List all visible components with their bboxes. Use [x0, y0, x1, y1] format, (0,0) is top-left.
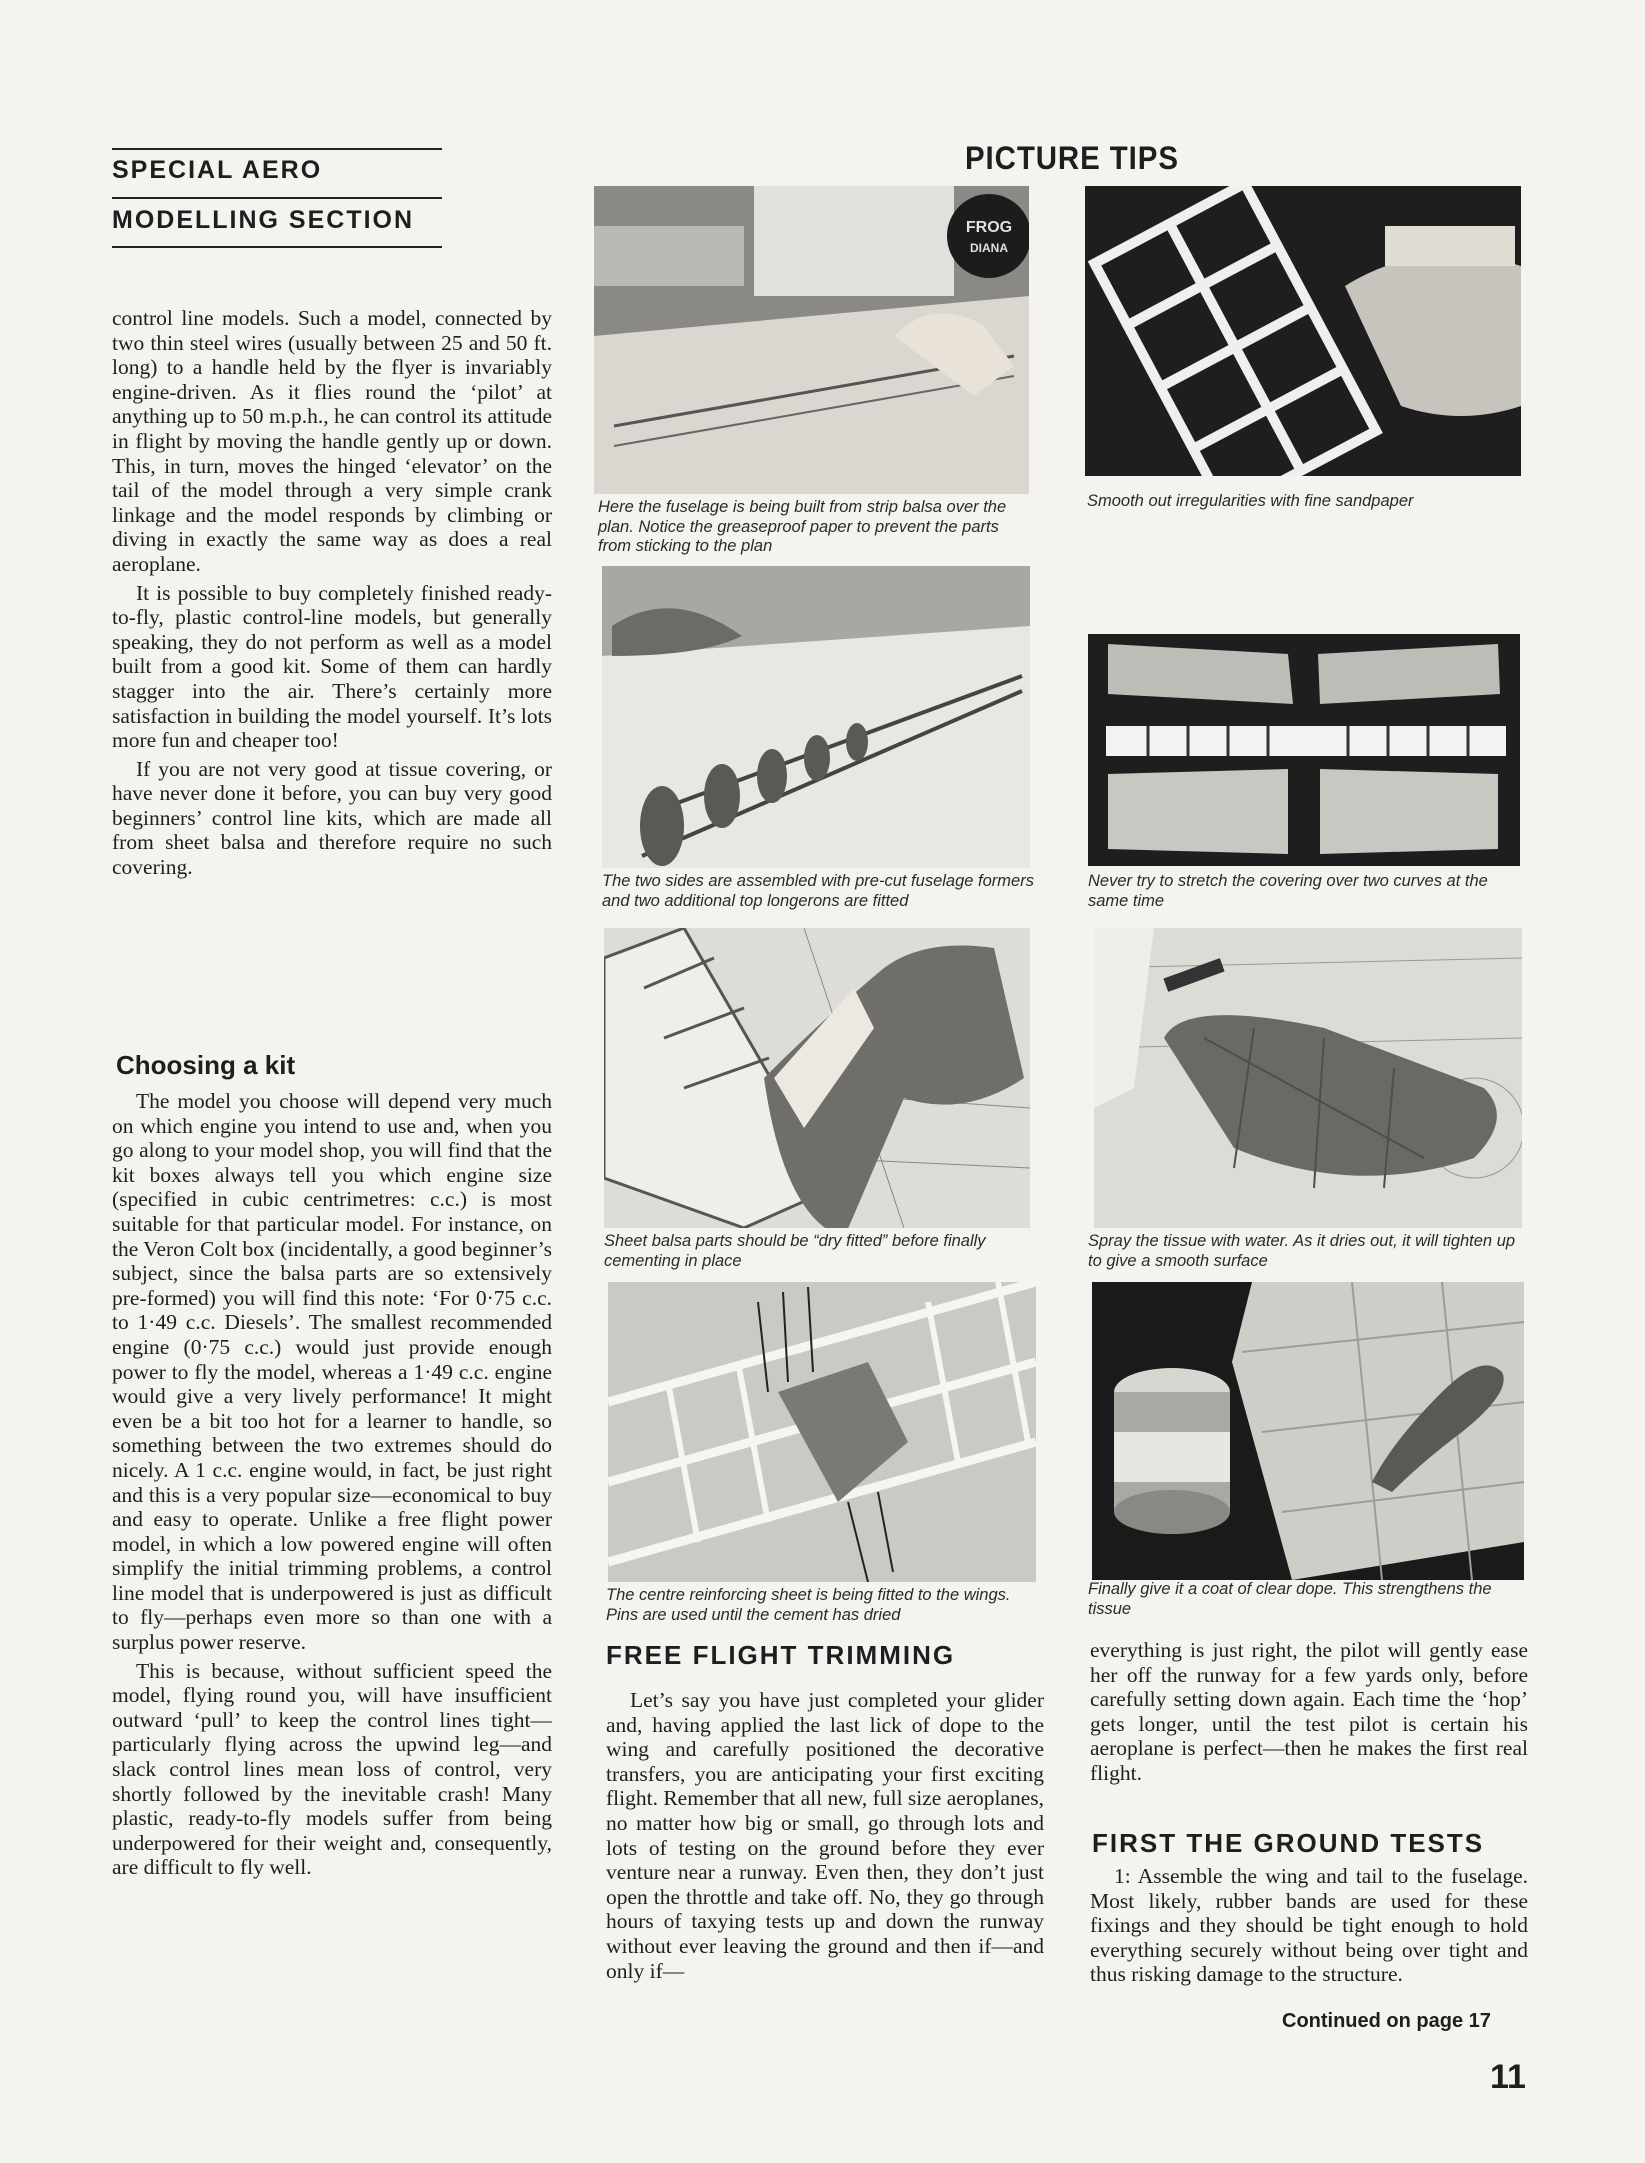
- caption-photo-2: Smooth out irregularities with fine sandpaper: [1087, 492, 1414, 510]
- left-column-intro: [112, 306, 552, 884]
- photo-sanding: [1085, 186, 1521, 476]
- photo-wing-covering: [1088, 634, 1520, 866]
- paragraph: everything is just right, the pilot will gently ease her off the runway for a few yards only, before carefully setting down again. Each time the ‘hop’ gets longer, until the test pilot is certain his aeroplane is perfect—then he makes the first real flight.: [1090, 1638, 1528, 1785]
- photo-spraying-tissue: [1094, 928, 1522, 1228]
- ground-tests-body: [1090, 1864, 1528, 1991]
- caption-photo-1: Here the fuselage is being built from strip balsa over the plan. Notice the greaseproof paper to prevent the parts from sticking to the plan: [598, 498, 1007, 555]
- choosing-kit-body: [112, 1089, 552, 1884]
- picture-tips-title: PICTURE TIPS: [965, 140, 1179, 176]
- photo-fuselage-assembly: [602, 566, 1030, 868]
- caption-photo-8: Finally give it a coat of clear dope. This strengthens the tissue: [1088, 1580, 1492, 1618]
- box-name-text: DIANA: [970, 241, 1008, 255]
- section-label-line1: SPECIAL AERO: [112, 156, 323, 184]
- paragraph: If you are not very good at tissue covering, or have never done it before, you can buy very good beginners’ control line kits, which are made all from sheet balsa and therefore require no such covering.: [112, 756, 552, 880]
- continued-note: Continued on page 17: [1282, 2010, 1491, 2032]
- box-logo-text: FROG: [965, 219, 1013, 236]
- paragraph: 1: Assemble the wing and tail to the fuselage. Most likely, rubber bands are used for these fixings and they should be tight enough to hold everything securely without being over tight and thus risking damage to the structure.: [1090, 1864, 1528, 1987]
- page-number: 11: [1490, 2058, 1526, 2096]
- caption-photo-6: Spray the tissue with water. As it dries out, it will tighten up to give a smooth surface: [1088, 1232, 1516, 1270]
- photo-fuselage-building: [594, 186, 1029, 494]
- caption-photo-3: The two sides are assembled with pre-cut fuselage formers and two additional top longerons are fitted: [602, 872, 1034, 910]
- photo-reinforcing-sheet: [608, 1282, 1036, 1582]
- choosing-kit-heading: Choosing a kit: [116, 1050, 296, 1080]
- free-flight-heading: FREE FLIGHT TRIMMING: [606, 1640, 956, 1670]
- ground-tests-heading: FIRST THE GROUND TESTS: [1092, 1828, 1485, 1858]
- section-label-line2: MODELLING SECTION: [112, 206, 415, 234]
- paragraph: Let’s say you have just completed your glider and, having applied the last lick of dope to the wing and carefully positioned the decorative transfers, you are anticipating your first exciting flight. Remember that all new, full size aeroplanes, no matter how big or small, go through lots and lots of testing on the ground before they ever venture near a runway. Even then, they don’t just open the throttle and take off. No, they go through hours of taxying tests up and down the runway without ever leaving the ground and then if—and only if—: [606, 1688, 1045, 1983]
- paragraph: It is possible to buy completely finished ready-to-fly, plastic control-line models, but generally speaking, they do not perform as well as a model built from a good kit. Some of them can hardly stagger into the air. There’s certainly more satisfaction in building the model yourself. It’s lots more fun and cheaper too!: [112, 580, 552, 753]
- right-column-continuation: [1090, 1638, 1528, 1790]
- photo-dry-fitting: [604, 928, 1030, 1228]
- caption-photo-4: Never try to stretch the covering over two curves at the same time: [1088, 872, 1488, 910]
- free-flight-body: [606, 1688, 1044, 1987]
- paragraph: The model you choose will depend very much on which engine you intend to use and, when you go along to your model shop, you will find that the kit boxes always tell you which engine size (specified in cubic centrimetres: c.c.) is most suitable for that particular model. For instance, on the Veron Colt box (incidentally, a good beginner’s subject, since the balsa parts are so extensively pre-formed) you will find this note: ‘For 0·75 c.c. to 1·49 c.c. Diesels’. The smallest recommended engine (0·75 c.c.) would just provide enough power to fly the model, whereas a 1·49 c.c. engine would give a very lively performance! It might even be a bit too hot for a learner to handle, so something between the two extremes should do nicely. A 1 c.c. engine would, in fact, be just right and this is a very popular size—economical to buy and easy to operate. Unlike a free flight power model, in which a low powered engine will often simplify the initial trimming problems, a control line model that is underpowered is just as difficult to fly—perhaps even more so than one with a surplus power reserve.: [112, 1089, 552, 1655]
- photo-clear-dope: [1092, 1282, 1524, 1580]
- caption-photo-7: The centre reinforcing sheet is being fitted to the wings. Pins are used until the cement has dried: [606, 1586, 1011, 1624]
- paragraph: This is because, without sufficient speed the model, flying round you, will have insufficient outward ‘pull’ to keep the control lines tight—particularly flying across the upwind leg—and slack control lines mean loss of control, very shortly followed by the inevitable crash! Many plastic, ready-to-fly models suffer from being underpowered for their weight and, consequently, are difficult to fly well.: [112, 1658, 552, 1880]
- caption-photo-5: Sheet balsa parts should be “dry fitted” before finally cementing in place: [604, 1232, 986, 1270]
- paragraph: control line models. Such a model, connected by two thin steel wires (usually between 25 and 50 ft. long) to a handle held by the flyer is invariably engine-driven. As it flies round the ‘pilot’ at anything up to 50 m.p.h., he can control its attitude in flight by moving the handle gently up or down. This, in turn, moves the hinged ‘elevator’ on the tail of the model through a very simple crank linkage and the model responds by climbing or diving in exactly the same way as does a real aeroplane.: [112, 306, 552, 576]
